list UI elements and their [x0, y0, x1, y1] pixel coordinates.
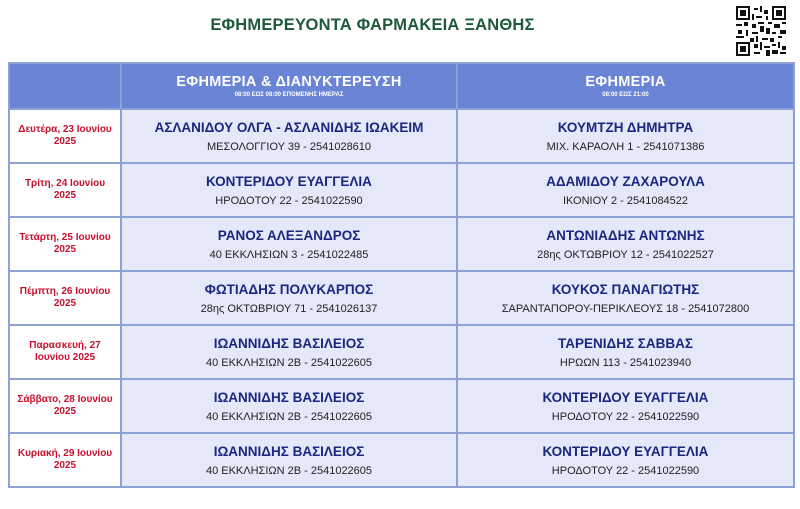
row-date: Τετάρτη, 25 Ιουνίου 2025	[9, 217, 121, 271]
pharmacy-name: ΦΩΤΙΑΔΗΣ ΠΟΛΥΚΑΡΠΟΣ	[204, 281, 374, 297]
day-pharmacy-cell	[457, 433, 794, 487]
overnight-pharmacy-cell	[121, 163, 457, 217]
table-row	[9, 217, 794, 271]
pharmacy-address: 40 ΕΚΚΛΗΣΙΩΝ 2Β - 2541022605	[205, 410, 373, 423]
pharmacy-name: ΚΟΥΚΟΣ ΠΑΝΑΓΙΩΤΗΣ	[551, 281, 700, 297]
overnight-pharmacy-cell	[121, 109, 457, 163]
table-row	[9, 433, 794, 487]
header-overnight	[121, 63, 457, 109]
day-pharmacy-cell	[457, 325, 794, 379]
pharmacy-name: ΚΟΝΤΕΡΙΔΟΥ ΕΥΑΓΓΕΛΙΑ	[542, 389, 709, 405]
pharmacy-address: ΗΡΟΔΟΤΟΥ 22 - 2541022590	[551, 464, 700, 477]
header-day-title: ΕΦΗΜΕΡΙΑ	[585, 74, 666, 90]
header-corner	[9, 63, 121, 109]
page-title: ΕΦΗΜΕΡΕΥΟΝΤΑ ΦΑΡΜΑΚΕΙΑ ΞΑΝΘΗΣ	[210, 16, 535, 34]
pharmacy-name: ΙΩΑΝΝΙΔΗΣ ΒΑΣΙΛΕΙΟΣ	[213, 389, 365, 405]
pharmacy-address: ΗΡΩΩΝ 113 - 2541023940	[559, 356, 692, 369]
pharmacy-address: ΗΡΟΔΟΤΟΥ 22 - 2541022590	[215, 194, 363, 207]
header-day-hours: 08:00 ΕΩΣ 21:00	[602, 92, 649, 98]
pharmacy-address: ΙΚΟΝΙΟΥ 2 - 2541084522	[562, 194, 689, 207]
table-row	[9, 379, 794, 433]
pharmacy-address: ΜΙΧ. ΚΑΡΑΟΛΗ 1 - 2541071386	[546, 140, 705, 153]
day-pharmacy-cell	[457, 379, 794, 433]
pharmacy-address: ΗΡΟΔΟΤΟΥ 22 - 2541022590	[551, 410, 700, 423]
pharmacy-address: ΜΕΣΟΛΟΓΓΙΟΥ 39 - 2541028610	[206, 140, 372, 153]
day-pharmacy-cell	[457, 109, 794, 163]
row-date: Παρασκευή, 27 Ιουνίου 2025	[9, 325, 121, 379]
overnight-pharmacy-cell	[121, 433, 457, 487]
pharmacy-name: ΡΑΝΟΣ ΑΛΕΞΑΝΔΡΟΣ	[217, 227, 361, 243]
pharmacy-address: 40 ΕΚΚΛΗΣΙΩΝ 2Β - 2541022605	[205, 464, 373, 477]
pharmacy-name: ΤΑΡΕΝΙΔΗΣ ΣΑΒΒΑΣ	[557, 335, 693, 351]
day-pharmacy-cell	[457, 163, 794, 217]
day-pharmacy-cell	[457, 217, 794, 271]
qr-code-icon	[736, 6, 786, 56]
row-date: Τρίτη, 24 Ιουνίου 2025	[9, 163, 121, 217]
header-day	[457, 63, 794, 109]
row-date: Σάββατο, 28 Ιουνίου 2025	[9, 379, 121, 433]
table-row	[9, 163, 794, 217]
row-date: Δευτέρα, 23 Ιουνίου 2025	[9, 109, 121, 163]
pharmacy-address: 40 ΕΚΚΛΗΣΙΩΝ 2Β - 2541022605	[205, 356, 373, 369]
pharmacy-name: ΚΟΝΤΕΡΙΔΟΥ ΕΥΑΓΓΕΛΙΑ	[206, 173, 372, 189]
table-row	[9, 271, 794, 325]
pharmacy-name: ΚΟΥΜΤΖΗ ΔΗΜΗΤΡΑ	[557, 119, 694, 135]
pharmacy-address: 40 ΕΚΚΛΗΣΙΩΝ 3 - 2541022485	[209, 248, 369, 261]
table-row	[9, 325, 794, 379]
row-date: Κυριακή, 29 Ιουνίου 2025	[9, 433, 121, 487]
pharmacy-schedule-table	[8, 62, 795, 488]
pharmacy-name: ΙΩΑΝΝΙΔΗΣ ΒΑΣΙΛΕΙΟΣ	[213, 335, 365, 351]
overnight-pharmacy-cell	[121, 325, 457, 379]
table-row	[9, 109, 794, 163]
pharmacy-name: ΙΩΑΝΝΙΔΗΣ ΒΑΣΙΛΕΙΟΣ	[213, 443, 365, 459]
header-overnight-title: ΕΦΗΜΕΡΙΑ & ΔΙΑΝΥΚΤΕΡΕΥΣΗ	[176, 74, 402, 90]
row-date: Πέμπτη, 26 Ιουνίου 2025	[9, 271, 121, 325]
day-pharmacy-cell	[457, 271, 794, 325]
pharmacy-name: ΚΟΝΤΕΡΙΔΟΥ ΕΥΑΓΓΕΛΙΑ	[542, 443, 709, 459]
overnight-pharmacy-cell	[121, 379, 457, 433]
pharmacy-name: ΑΝΤΩΝΙΑΔΗΣ ΑΝΤΩΝΗΣ	[546, 227, 705, 243]
overnight-pharmacy-cell	[121, 271, 457, 325]
pharmacy-address: 28ης ΟΚΤΩΒΡΙΟΥ 71 - 2541026137	[200, 302, 378, 315]
table-header-row	[9, 63, 794, 109]
pharmacy-address: 28ης ΟΚΤΩΒΡΙΟΥ 12 - 2541022527	[537, 248, 714, 261]
header-overnight-hours: 08:00 ΕΩΣ 08:00 ΕΠΟΜΕΝΗΣ ΗΜΕΡΑΣ	[234, 92, 344, 98]
pharmacy-name: ΑΣΛΑΝΙΔΟΥ ΟΛΓΑ - ΑΣΛΑΝΙΔΗΣ ΙΩΑΚΕΙΜ	[154, 119, 424, 135]
pharmacy-name: ΑΔΑΜΙΔΟΥ ΖΑΧΑΡΟΥΛΑ	[546, 173, 705, 189]
pharmacy-address: ΣΑΡΑΝΤΑΠΟΡΟΥ-ΠΕΡΙΚΛΕΟΥΣ 18 - 2541072800	[501, 302, 750, 315]
overnight-pharmacy-cell	[121, 217, 457, 271]
